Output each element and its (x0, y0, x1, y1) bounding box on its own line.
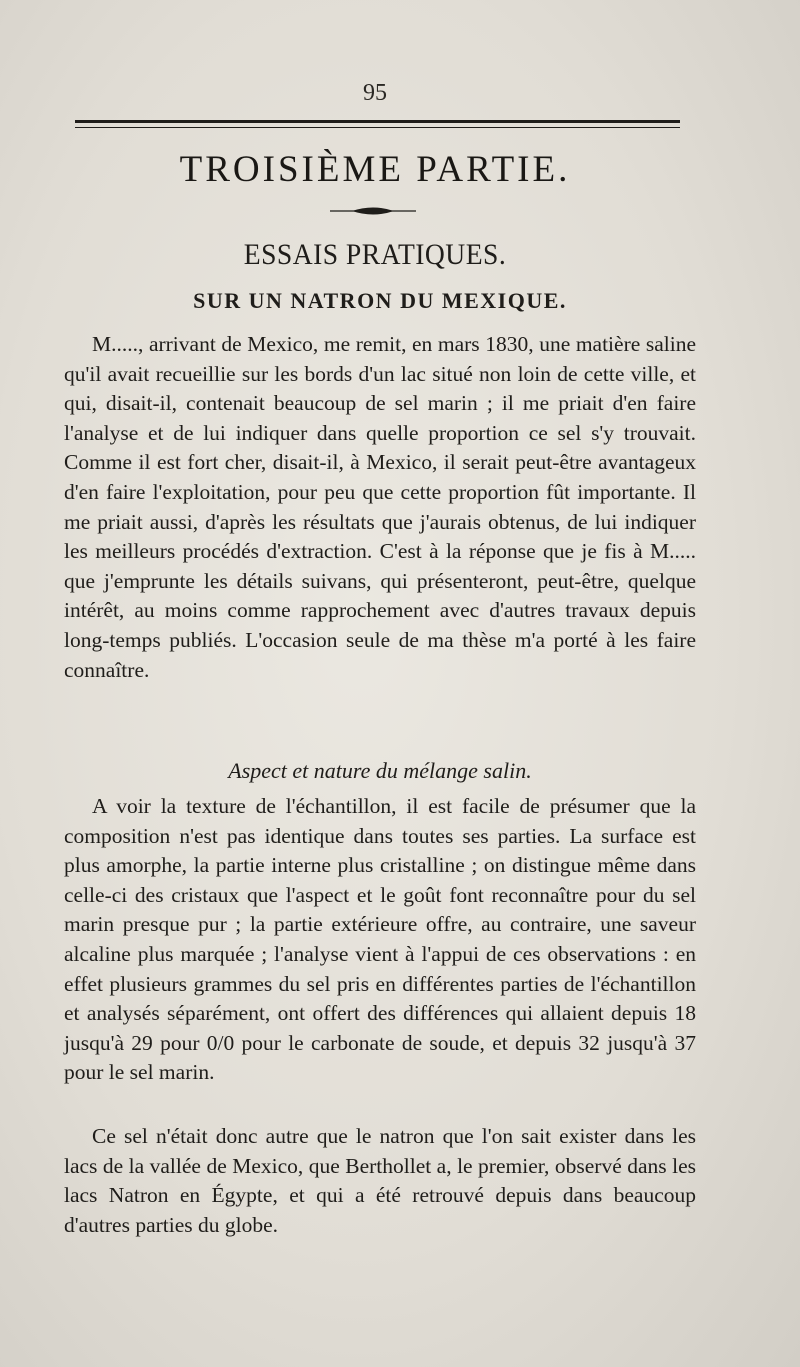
subtitle: SUR UN NATRON DU MEXIQUE. (193, 288, 567, 313)
body-text-1 (64, 330, 696, 685)
paragraph: M....., arrivant de Mexico, me remit, en mars 1830, une matière saline qu'il avait recueillie sur les bords d'un lac situé non loin de cette ville, et qui, disait-il, contenait beaucoup de sel marin ; il me priait d'en faire l'analyse et de lui indiquer dans quelle proportion ce sel s'y trouvait. Comme il est fort cher, disait-il, à Mexico, il serait peut-être avantageux d'en faire l'exploitation, pour peu que cette proportion fût importante. Il me priait aussi, d'après les résultats que j'aurais obtenus, de lui indiquer les meilleurs procédés d'extraction. C'est à la réponse que je fis à M..... que j'emprunte les détails suivans, qui présenteront, peut-être, quelque intérêt, au moins comme rapprochement avec d'autres travaux depuis long-temps publiés. L'occasion seule de ma thèse m'a porté à les faire connaître. (64, 332, 696, 682)
ornament-divider-icon (330, 205, 416, 217)
paragraph: A voir la texture de l'échantillon, il est facile de présumer que la composition n'est pas identique dans toutes ses parties. La surface est plus amorphe, la partie interne plus cristalline ; on distingue même dans celle-ci des cristaux que l'aspect et le goût font reconnaître pour du sel marin presque pur ; la partie extérieure offre, au contraire, une saveur alcaline plus marquée ; l'analyse vient à l'appui de ces observations : en effet plusieurs grammes du sel pris en différentes parties de l'échantillon et analysés séparément, ont offert des différences qui allaient depuis 18 jusqu'à 29 pour 0/0 pour le carbonate de soude, et depuis 32 jusqu'à 37 pour le sel marin. (64, 794, 696, 1085)
page-number: 95 (363, 80, 387, 106)
paragraph: Ce sel n'était donc autre que le natron que l'on sait exister dans les lacs de la vallée de Mexico, que Berthollet a, le premier, observé dans les lacs Natron en Égypte, et qui a été retrouvé depuis dans beaucoup d'autres parties du globe. (64, 1124, 696, 1237)
header-rule (75, 120, 680, 128)
section-title: ESSAIS PRATIQUES. (243, 238, 507, 271)
body-text-3 (64, 1122, 696, 1240)
part-title: TROISIÈME PARTIE. (179, 149, 571, 190)
body-text-2 (64, 792, 696, 1088)
subheading: Aspect et nature du mélange salin. (228, 758, 532, 783)
